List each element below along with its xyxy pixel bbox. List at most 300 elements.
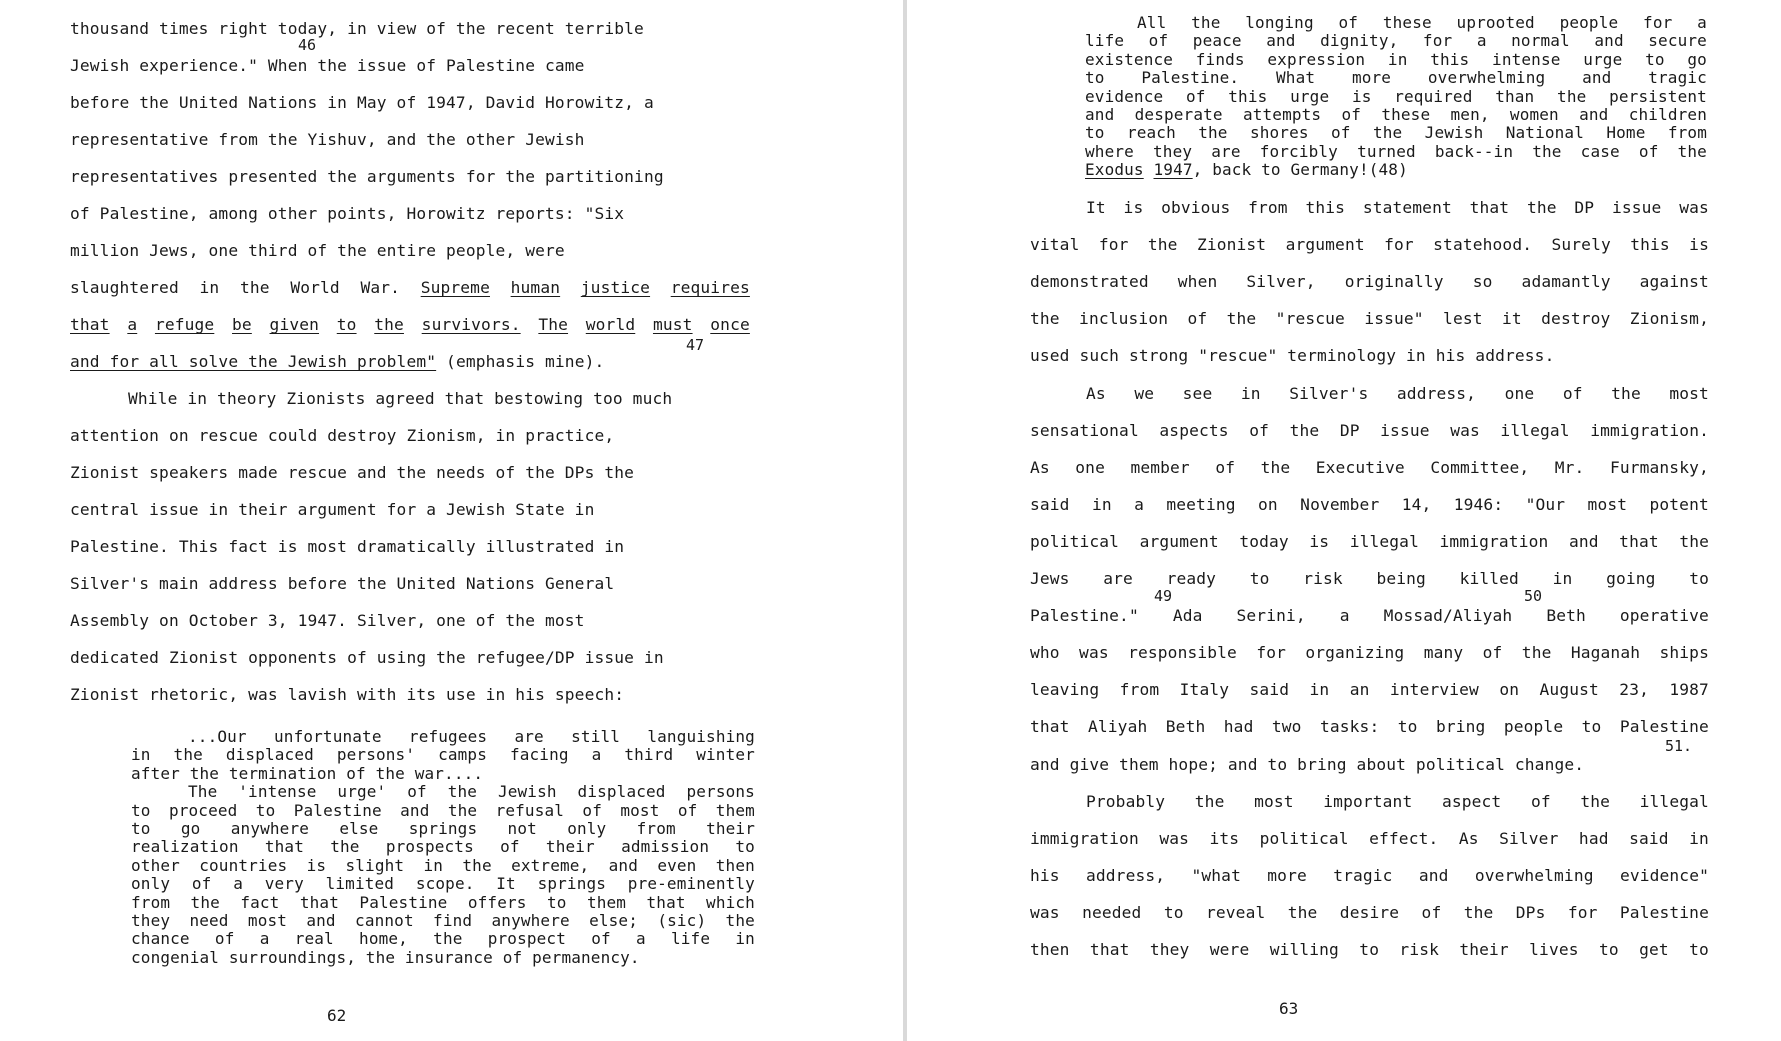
underlined-word: The (538, 315, 569, 334)
body-word: the (1194, 791, 1225, 811)
quote-word: and (1266, 31, 1296, 51)
body-word: immigration. (1590, 420, 1709, 440)
body-word: important (1323, 791, 1413, 811)
body-word: of (1530, 791, 1551, 811)
quote-word: camps (438, 745, 487, 765)
body-word: Jews (1030, 569, 1070, 588)
body-word: needed (1082, 902, 1142, 922)
body-word: 1987 (1669, 680, 1709, 700)
body-word: lives (1529, 940, 1579, 959)
quote-word: is (306, 855, 327, 875)
body-word: issue (1380, 420, 1430, 440)
body-word: Palestine." (1030, 606, 1139, 626)
quote-word: to (1645, 49, 1665, 69)
body-word: this (1305, 198, 1346, 217)
body-line: Silver's main address before the United Nations General (70, 574, 615, 593)
quote-word: overwhelming (1427, 68, 1546, 88)
quote-word: to (546, 892, 567, 912)
quote-word: need (189, 911, 229, 930)
quote-word: springs (537, 874, 607, 894)
underlined-word: requires (670, 278, 750, 297)
quote-word: chance (131, 929, 190, 949)
quote-word: their (545, 837, 595, 857)
quote-word: to (131, 800, 151, 820)
quote-word: realization (131, 837, 239, 857)
body-word: bring (1435, 717, 1486, 737)
body-word: "rescue (1275, 309, 1345, 329)
quote-word: else (339, 819, 379, 838)
quote-line (1085, 32, 1707, 50)
quote-word: are (1211, 141, 1241, 161)
body-word: ready (1166, 569, 1217, 588)
quote-word: not (507, 819, 537, 838)
body-line (1030, 904, 1709, 922)
body-line (1030, 681, 1709, 699)
body-word: Serini, (1236, 606, 1306, 626)
body-word: said (1629, 828, 1669, 848)
body-word: ships (1659, 643, 1709, 663)
quote-word: the (462, 855, 492, 875)
body-word: Silver (1499, 828, 1559, 848)
quote-line (1085, 124, 1707, 142)
body-word: had (1223, 717, 1254, 737)
underlined-word: refuge (154, 315, 215, 334)
body-word: reveal (1205, 902, 1266, 922)
body-word: the (239, 278, 270, 297)
quote-word: springs (408, 819, 478, 838)
underlined-phrase: and for all solve the Jewish problem" (70, 352, 437, 371)
quote-word: of (1331, 123, 1351, 143)
body-word: to (1249, 569, 1270, 588)
quote-word: most (247, 911, 288, 930)
body-word: Palestine (1619, 902, 1709, 922)
quote-word: unfortunate (274, 727, 382, 746)
body-word: to (1397, 717, 1418, 737)
body-word: originally (1344, 272, 1444, 292)
body-word: slaughtered (70, 278, 179, 297)
quote-word: home, (359, 929, 408, 949)
body-word: risk (1399, 940, 1440, 959)
body-line (1030, 570, 1709, 588)
quote-word: to (255, 800, 276, 820)
quote-word: the (1372, 123, 1403, 143)
body-word: the (1260, 457, 1291, 477)
body-word: is (1309, 531, 1330, 551)
quote-word: from (131, 892, 171, 912)
body-word: the (1287, 902, 1318, 922)
quote-word: only (567, 819, 607, 838)
quote-word: limited (325, 874, 395, 894)
quote-word: reach (1126, 123, 1176, 143)
quote-word: the (330, 837, 360, 857)
body-word: aspect (1441, 791, 1502, 811)
quote-word: to (1085, 68, 1105, 88)
body-line (1030, 718, 1709, 736)
quote-word: to (131, 819, 151, 838)
quote-word: from (636, 819, 676, 838)
body-word: leaving (1030, 680, 1100, 700)
body-word: going (1606, 569, 1656, 588)
quote-word: proceed (168, 800, 238, 820)
body-word: the (1147, 235, 1178, 255)
quote-word: of (1638, 141, 1659, 161)
body-word: "what (1191, 865, 1241, 885)
body-word: illegal (1500, 420, 1570, 440)
quote-word: and (400, 800, 430, 820)
body-word: to (1163, 902, 1184, 922)
body-line: representative from the Yishuv, and the other Jewish (70, 130, 585, 149)
body-word: that (1030, 717, 1070, 737)
quote-word: them (715, 800, 755, 820)
quote-word: It (496, 874, 516, 894)
quote-word: displaced (225, 745, 314, 765)
quote-word: uprooted (1456, 13, 1535, 32)
body-line: Zionist speakers made rescue and the needs of the DPs the (70, 463, 635, 482)
body-word: World (290, 278, 340, 297)
body-word: argument (1285, 235, 1365, 255)
quote-word: admission (621, 837, 710, 857)
quote-word: cannot (355, 911, 414, 930)
underlined-word: to (336, 315, 357, 334)
underlined-word: justice (580, 278, 651, 297)
body-word: in (1689, 828, 1709, 848)
quote-word: other (131, 855, 180, 875)
body-word: being (1376, 569, 1426, 588)
body-word: sensational (1030, 420, 1139, 440)
quote-word: than (1495, 86, 1535, 106)
quote-word: facing (509, 745, 569, 765)
body-word: adamantly (1521, 272, 1611, 292)
body-word: Ada (1172, 606, 1203, 626)
quote-word: their (706, 819, 755, 838)
quote-word: shores (1249, 123, 1309, 143)
body-word: more (1267, 865, 1307, 885)
body-word: in (1552, 569, 1573, 588)
quote-word: the (1198, 123, 1228, 143)
body-word: tasks: (1319, 717, 1380, 737)
underlined-word: be (232, 315, 252, 334)
body-word: tragic (1333, 865, 1393, 885)
quote-word: from (1667, 123, 1707, 143)
quote-word: urge' (337, 782, 387, 802)
body-word: organizing (1305, 643, 1405, 663)
body-line: Palestine. This fact is most dramatically illustrated in (70, 537, 625, 556)
quote-word: very (264, 874, 304, 894)
body-line: Zionist rhetoric, was lavish with its use in his speech: (70, 685, 625, 704)
quote-word: that (264, 837, 304, 857)
body-word: 1946: (1453, 494, 1504, 514)
body-line (70, 353, 604, 371)
quote-word: slight (345, 855, 405, 875)
quote-word: the (725, 911, 755, 930)
body-word: so (1472, 272, 1493, 292)
quote-word: urge (1583, 49, 1623, 69)
body-word: Executive (1315, 457, 1405, 477)
quote-word: required (1394, 86, 1473, 106)
body-word: for (1256, 643, 1286, 663)
quote-word: them (586, 892, 627, 912)
body-word: to (1689, 569, 1709, 588)
quote-word: of (677, 800, 698, 820)
quote-word: tragic (1648, 68, 1707, 88)
quote-word: of (500, 837, 520, 857)
quote-word: of (1341, 105, 1362, 124)
quote-word: languishing (647, 727, 755, 746)
body-word: for (1384, 235, 1414, 255)
body-line: attention on rescue could destroy Zionism, in practice, (70, 426, 615, 445)
quote-word: and (1594, 31, 1624, 51)
body-word: obvious (1161, 198, 1231, 217)
body-word: its (1209, 828, 1240, 848)
body-word: in (1240, 383, 1261, 403)
body-word: statehood. (1433, 235, 1533, 255)
body-word: DP (1339, 420, 1360, 440)
quote-word: life (1085, 31, 1125, 51)
body-word: his (1030, 865, 1060, 885)
quote-word: in (423, 855, 444, 875)
body-word: today (1239, 531, 1289, 551)
body-word: Silver, (1246, 272, 1316, 292)
quote-word: which (706, 892, 755, 912)
quote-word: even (657, 855, 697, 875)
body-word: from (1119, 680, 1160, 700)
quote-word: only (131, 874, 171, 894)
quote-word: Palestine. (1141, 68, 1240, 88)
body-word: when (1177, 272, 1218, 292)
body-word: most (1254, 791, 1294, 811)
body-line (1030, 607, 1709, 625)
body-word: Haganah (1570, 643, 1641, 663)
body-word: It (1086, 198, 1106, 217)
body-line (1030, 644, 1709, 662)
quote-word: a (1697, 13, 1707, 32)
body-word: then (1030, 940, 1070, 959)
underlined-word: survivors. (421, 315, 521, 334)
body-word: that (1619, 531, 1659, 551)
quote-word: men, (1450, 105, 1490, 124)
body-word: Committee, (1430, 457, 1530, 477)
quote-line (1137, 14, 1707, 32)
body-line: million Jews, one third of the entire people, were (70, 241, 565, 260)
quote-word: life (670, 929, 711, 949)
body-word: many (1423, 643, 1464, 663)
body-word: issue" (1364, 309, 1424, 329)
body-word: was (1679, 198, 1709, 217)
body-line (1030, 867, 1709, 885)
quote-ship-name: Exodus (1085, 160, 1144, 180)
body-line (70, 279, 750, 297)
body-word: most (1587, 494, 1628, 514)
quote-word: the (447, 782, 478, 802)
quote-word: of (214, 929, 235, 949)
body-word: from (1248, 198, 1288, 217)
quote-word: fact (240, 892, 280, 912)
quote-line (131, 875, 755, 893)
underlined-word: that (70, 315, 110, 334)
quote-word: Home (1606, 123, 1646, 143)
quote-word: Jewish (497, 782, 557, 802)
body-line (1086, 793, 1709, 811)
body-word: statement (1362, 198, 1452, 217)
quote-word: the (447, 800, 478, 820)
quote-word: a (591, 745, 602, 765)
body-word: responsible (1128, 643, 1237, 663)
quote-word: the (1557, 86, 1587, 106)
right-page (907, 0, 1781, 1041)
quote-word: longing (1245, 13, 1314, 32)
body-word: people (1503, 717, 1564, 737)
body-word: the (1463, 902, 1494, 922)
body-word: they (1149, 940, 1190, 959)
underlined-word: once (710, 315, 750, 334)
quote-word: back--in (1434, 141, 1514, 161)
body-word: 14, (1401, 494, 1432, 514)
quote-word: in (735, 929, 755, 949)
body-line: of Palestine, among other points, Horowitz reports: "Six (70, 204, 625, 223)
quote-word: forcibly (1259, 141, 1338, 161)
body-word: Furmansky, (1609, 457, 1709, 477)
quote-word: secure (1648, 31, 1707, 51)
body-word: DPs (1515, 902, 1546, 922)
body-word: Probably (1086, 791, 1166, 811)
quote-word: that (299, 892, 339, 912)
body-word: was (1450, 420, 1480, 440)
body-word: War. (360, 278, 401, 297)
body-line (1030, 459, 1709, 477)
quote-word: peace (1192, 31, 1242, 51)
quote-word: offers (467, 892, 527, 912)
body-word: get (1639, 940, 1669, 959)
quote-word: of (191, 874, 212, 894)
quote-line (131, 838, 755, 856)
body-word: political (1259, 828, 1349, 848)
quote-word: children (1628, 105, 1707, 124)
quote-line: congenial surroundings, the insurance of permanency. (131, 947, 640, 967)
body-line: representatives presented the arguments for the partitioning (70, 167, 664, 186)
body-word: in (1309, 680, 1330, 700)
quote-word: Palestine (359, 892, 448, 912)
quote-word: are (514, 727, 544, 746)
quote-word: Palestine (293, 800, 382, 820)
quote-word: that (646, 892, 686, 912)
body-word: political (1030, 531, 1120, 551)
body-word: killed (1459, 569, 1519, 588)
underlined-word: given (269, 315, 320, 334)
footnote-marker-49: 49 (1154, 587, 1173, 605)
body-word: As (1458, 828, 1479, 848)
body-word: effect. (1369, 828, 1439, 848)
quote-word: else; (589, 911, 638, 930)
body-word: As (1030, 457, 1050, 477)
quote-word: prospects (385, 837, 474, 857)
underlined-word: the (374, 315, 404, 334)
quote-word: people (1559, 13, 1619, 32)
quote-word: to (1085, 123, 1105, 143)
quote-line (131, 820, 755, 838)
quote-word: the (1677, 141, 1707, 161)
quote-word: 'intense (238, 782, 317, 802)
body-word: to (1598, 940, 1619, 959)
quote-word: the (173, 745, 203, 765)
body-word: who (1030, 643, 1060, 663)
underlined-word: world (585, 315, 636, 334)
body-word: an (1349, 680, 1370, 700)
quote-word: extreme, (511, 855, 590, 875)
quote-word: real (294, 929, 334, 949)
body-word: willing (1269, 940, 1339, 959)
quote-word: then (715, 855, 755, 875)
quote-word: they (1153, 141, 1193, 161)
quote-word: to (735, 837, 755, 857)
quote-word: of (1185, 86, 1206, 106)
body-word: it (1502, 309, 1522, 329)
body-line (1030, 236, 1709, 254)
body-word: issue (1611, 198, 1662, 217)
quote-word: pre-eminently (627, 874, 755, 894)
quote-line (188, 728, 755, 746)
body-word: a (1134, 494, 1145, 514)
quote-line (188, 783, 755, 801)
quote-word: refugees (408, 727, 488, 746)
quote-word: for (1422, 31, 1453, 51)
body-word: is (1689, 235, 1709, 255)
body-line (1030, 422, 1709, 440)
body-word: Zionist (1196, 235, 1267, 255)
quote-word: of (1148, 31, 1169, 51)
body-line: Assembly on October 3, 1947. Silver, one of the most (70, 611, 585, 630)
body-word: immigration (1439, 531, 1549, 551)
body-word: was (1030, 902, 1060, 922)
quote-word: (sic) (657, 911, 707, 930)
body-word: Silver's (1289, 383, 1369, 403)
quote-word: refusal (495, 800, 565, 820)
quote-word: women (1509, 105, 1559, 124)
body-word: interview (1389, 680, 1479, 700)
quote-word: attempts (1242, 105, 1322, 124)
body-word: the (1580, 791, 1611, 811)
body-word: of (1249, 420, 1270, 440)
quote-word: urge (1290, 86, 1330, 106)
body-word: aspects (1159, 420, 1229, 440)
body-word: and (1568, 531, 1599, 551)
quote-word: for (1643, 13, 1673, 32)
body-word: we (1134, 383, 1155, 403)
quote-word: most (620, 800, 660, 820)
body-word: risk (1303, 569, 1343, 588)
body-word: that (1469, 198, 1510, 217)
quote-word: these (1381, 105, 1431, 124)
quote-ship-year: 1947 (1153, 160, 1193, 180)
body-word: said (1030, 494, 1070, 514)
body-line: dedicated Zionist opponents of using the refugee/DP issue in (70, 648, 664, 667)
quote-word: case (1580, 141, 1620, 161)
body-word: of (1215, 457, 1236, 477)
body-word: August (1539, 680, 1599, 700)
quote-word: of (407, 782, 427, 802)
body-word: the (1611, 383, 1641, 403)
quote-line (131, 930, 755, 948)
body-word: in (199, 278, 220, 297)
quote-line (1085, 51, 1707, 69)
body-word: one (1075, 457, 1105, 477)
underlined-word: a (127, 315, 138, 334)
body-word: the (1226, 309, 1257, 329)
quote-line (1085, 88, 1707, 106)
quote-word: countries (199, 855, 288, 875)
body-word: most (1669, 383, 1709, 403)
quote-word: The (188, 782, 218, 802)
body-text: (emphasis mine). (446, 352, 605, 371)
